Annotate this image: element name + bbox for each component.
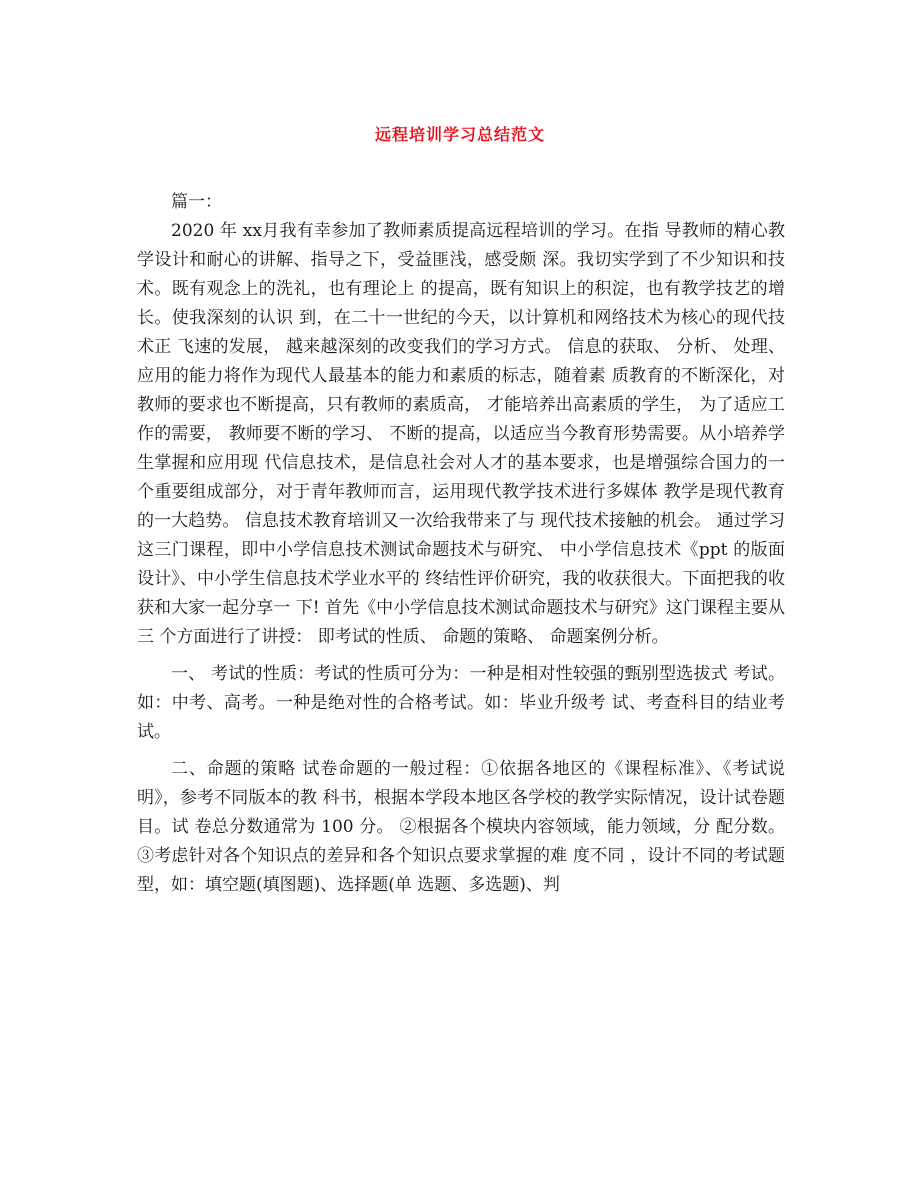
document-body bbox=[137, 188, 785, 900]
paragraph-2: 一、 考试的性质：考试的性质可分为：一种是相对性较强的甄别型选拔式 考试。如：中考、高考。一种是绝对性的合格考试。如：毕业升级考 试、考查科目的结业考试。 bbox=[137, 664, 785, 742]
paragraph-3: 二、命题的策略 试卷命题的一般过程：①依据各地区的《课程标准》、《考试说明》，参考不同版本的教 科书，根据本学段本地区各学校的教学实际情况，设计试卷题目。试 卷总分数通常为 100 分。 ②根据各个模块内容领域，能力领域，分 配分数。 ③考虑针对各个知识点的差异和各个知识点要求掌握的难 度不同 ，设计不同的考试题型，如：填空题(填图题)、选择题(单 选题、多选题)、判 bbox=[137, 759, 785, 895]
paragraph-1: 2020 年 xx月我有幸参加了教师素质提高远程培训的学习。在指 导教师的精心教学设计和耐心的讲解、指导之下，受益匪浅，感受颇 深。我切实学到了不少知识和技术。既有观念上的洗礼，也有理论上 的提高，既有知识上的积淀，也有教学技艺的增长。使我深刻的认识 到，在二十一世纪的今天，以计算机和网络技术为核心的现代技术正 飞速的发展， 越来越深刻的改变我们的学习方式。 信息的获取、 分析、 处理、应用的能力将作为现代人最基本的能力和素质的标志，随着素 质教育的不断深化，对教师的要求也不断提高，只有教师的素质高， 才能培养出高素质的学生， 为了适应工作的需要， 教师要不断的学习、 不断的提高，以适应当今教育形势需要。从小培养学生掌握和应用现 代信息技术，是信息社会对人才的基本要求，也是增强综合国力的一 个重要组成部分，对于青年教师而言，运用现代教学技术进行多媒体 教学是现代教育的一大趋势。 信息技术教育培训又一次给我带来了与 现代技术接触的机会。 通过学习这三门课程，即中小学信息技术测试命题技术与研究、 中小学信息技术《ppt 的版面设计》、中小学生信息技术学业水平的 终结性评价研究，我的收获很大。下面把我的收获和大家一起分享一 下! 首先《中小学信息技术测试命题技术与研究》这门课程主要从三 个方面进行了讲授： 即考试的性质、 命题的策略、 命题案例分析。 bbox=[137, 221, 785, 647]
section-label: 篇一： bbox=[171, 192, 222, 212]
document-title: 远程培训学习总结范文 bbox=[374, 125, 545, 144]
